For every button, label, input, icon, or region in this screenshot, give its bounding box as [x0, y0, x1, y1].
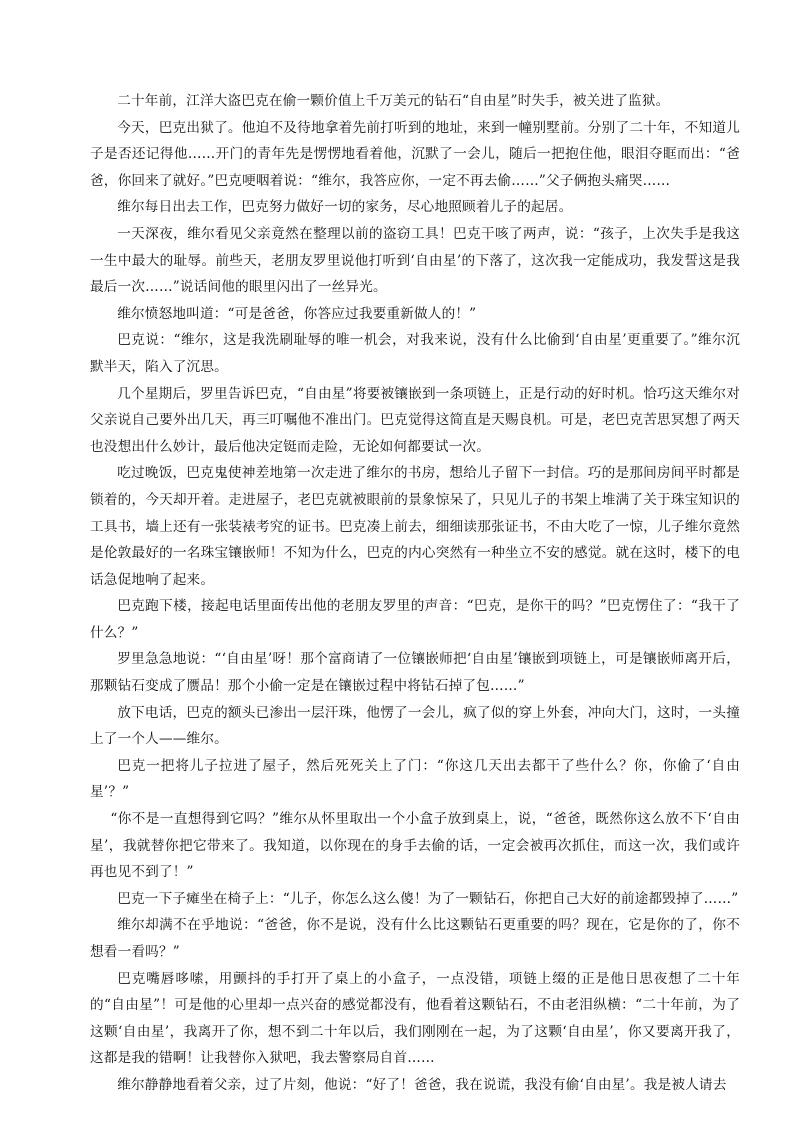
paragraph-13: “你不是一直想得到它吗？”维尔从怀里取出一个小盒子放到桌上，说，“爸爸，既然你这么放不下‘自由星’，我就替你把它带来了。我知道，以你现在的身手去偷的话，一定会被再次抓住，而这一次，我们或许再也见不到了！” [90, 811, 740, 881]
document-page [90, 88, 740, 1099]
paragraph-14: 巴克一下子瘫坐在椅子上：“儿子，你怎么这么傻！为了一颗钻石，你把自己大好的前途都毁掉了……” [117, 890, 739, 907]
paragraph-11: 放下电话，巴克的额头已渗出一层汗珠，他愣了一会儿，疯了似的穿上外套，冲向大门，这时，一头撞上了一个人——维尔。 [90, 704, 740, 748]
paragraph-15: 维尔却满不在乎地说：“爸爸，你不是说，没有什么比这颗钻石更重要的吗？现在，它是你的了，你不想看一看吗？” [90, 917, 740, 960]
paragraph-17: 维尔静静地看着父亲，过了片刻，他说：“好了！爸爸，我在说谎，我没有偷‘自由星’。我是被人请去 [117, 1076, 727, 1093]
paragraph-1: 二十年前，江洋大盗巴克在偷一颗价值上千万美元的钻石“自由星”时失手，被关进了监狱。 [117, 93, 670, 109]
paragraph-6: 巴克说：“维尔，这是我洗刷耻辱的唯一机会，对我来说，没有什么比偷到‘自由星’更重要了。”维尔沉默半天，陷入了沉思。 [90, 332, 740, 375]
paragraph-8: 吃过晚饭，巴克鬼使神差地第一次走进了维尔的书房，想给儿子留下一封信。巧的是那间房间平时都是锁着的，今天却开着。走进屋子，老巴克就被眼前的景象惊呆了，只见儿子的书架上堆满了关于珠宝知识的工具书，墙上还有一张装裱考究的证书。巴克凑上前去，细细读那张证书，不由大吃了一惊，儿子维尔竟然是伦敦最好的一名珠宝镶嵌师！不知为什么，巴克的内心突然有一种坐立不安的感觉。就在这时，楼下的电话急促地响了起来。 [90, 465, 740, 588]
paragraph-5: 维尔愤怒地叫道：“可是爸爸，你答应过我要重新做人的！” [117, 305, 477, 322]
paragraph-9: 巴克跑下楼，接起电话里面传出他的老朋友罗里的声音：“巴克，是你干的吗？”巴克愣住了：“我干了什么？” [90, 598, 740, 641]
paragraph-12: 巴克一把将儿子拉进了屋子，然后死死关上了门：“你这几天出去都干了些什么？你，你偷了‘自由星’？” [90, 757, 740, 801]
paragraph-10: 罗里急急地说：“‘自由星’呀！那个富商请了一位镶嵌师把‘自由星’镶嵌到项链上，可是镶嵌师离开后，那颗钻石变成了赝品！那个小偷一定是在镶嵌过程中将钻石掉了包……” [90, 651, 740, 695]
paragraph-7: 几个星期后，罗里告诉巴克，“自由星”将要被镶嵌到一条项链上，正是行动的好时机。恰巧这天维尔对父亲说自己要外出几天，再三叮嘱他不准出门。巴克觉得这简直是天赐良机。可是，老巴克苦思冥想了两天也没想出什么妙计，最后他决定铤而走险，无论如何都要试一次。 [90, 385, 740, 455]
paragraph-3: 维尔每日出去工作，巴克努力做好一切的家务，尽心地照顾着儿子的起居。 [117, 199, 573, 216]
paragraph-2: 今天，巴克出狱了。他迫不及待地拿着先前打听到的地址，来到一幢别墅前。分别了二十年，不知道儿子是否还记得他……开门的青年先是愣愣地看着他，沉默了一会儿，随后一把抱住他，眼泪夺眶而出：“爸爸，你回来了就好。”巴克哽咽着说：“维尔，我答应你，一定不再去偷……”父子俩抱头痛哭…… [90, 119, 740, 189]
paragraph-16: 巴克嘴唇哆嗦，用颤抖的手打开了桌上的小盒子，一点没错，项链上缀的正是他日思夜想了二十年的“自由星”！可是他的心里却一点兴奋的感觉都没有，他看着这颗钻石，不由老泪纵横：“二十年前，为了这颗‘自由星’，我离开了你，想不到二十年以后，我们刚刚在一起，为了这颗‘自由星’，你又要离开我了，这都是我的错啊！让我替你入狱吧，我去警察局自首…… [90, 970, 740, 1067]
paragraph-4: 一天深夜，维尔看见父亲竟然在整理以前的盗窃工具！巴克干咳了两声，说：“孩子，上次失手是我这一生中最大的耻辱。前些天，老朋友罗里说他打听到‘自由星’的下落了，这次我一定能成功，我发誓这是我最后一次……”说话间他的眼里闪出了一丝异光。 [90, 225, 740, 296]
